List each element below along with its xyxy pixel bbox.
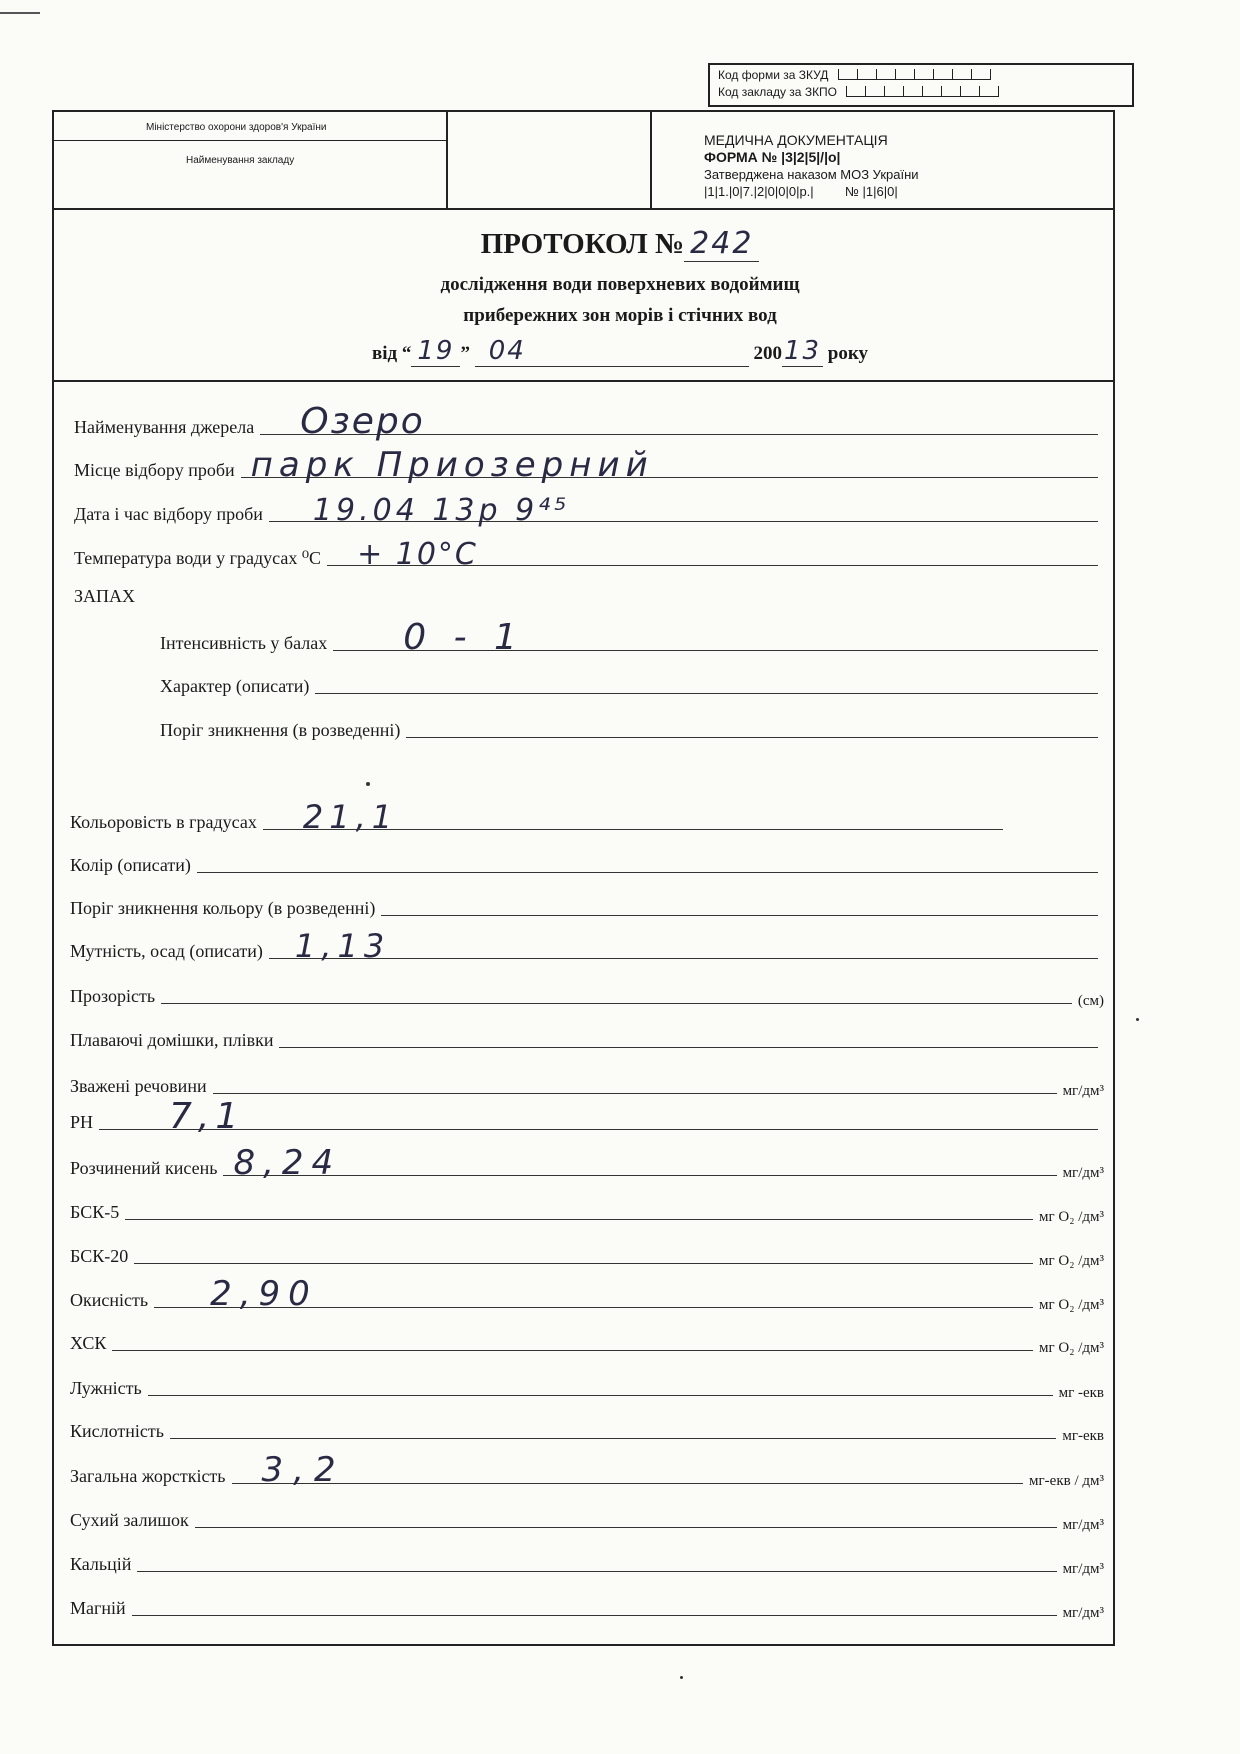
- alkalinity-label: Лужність: [70, 1378, 142, 1398]
- field-sampling-datetime: [74, 493, 1104, 528]
- oxygen-line: [223, 1143, 1056, 1183]
- date-prefix: від “: [371, 343, 412, 364]
- stray-dot-bottom: [680, 1676, 683, 1679]
- ph-line: [99, 1096, 1098, 1137]
- field-alkalinity: [70, 1370, 1104, 1402]
- field-color-degree: [70, 798, 1104, 836]
- color-degree-line: [263, 798, 1003, 836]
- date-year: 13: [783, 336, 822, 366]
- field-magnesium: [70, 1590, 1104, 1622]
- approval-text: Затверджена наказом МОЗ України: [704, 167, 919, 182]
- field-calcium: [70, 1546, 1104, 1578]
- stray-dot-right: [1136, 1018, 1139, 1021]
- protocol-title-text: ПРОТОКОЛ №: [480, 228, 685, 260]
- calcium-line: [137, 1570, 1056, 1572]
- floating-line: [279, 1046, 1098, 1048]
- ph-label: PH: [70, 1112, 94, 1132]
- water-temp-label: Температура води у градусах ⁰С: [74, 548, 322, 568]
- water-temp-line: [327, 537, 1098, 572]
- acidity-label: Кислотність: [70, 1421, 164, 1441]
- field-smell-intensity: [160, 617, 1104, 658]
- color-threshold-label: Поріг зникнення кольору (в розведенні): [70, 898, 376, 918]
- oxidability-value: 2,90: [210, 1274, 318, 1314]
- hardness-label: Загальна жорсткість: [70, 1466, 226, 1486]
- smell-character-line: [315, 692, 1098, 694]
- source-line: [260, 401, 1098, 442]
- hardness-value: 3,2: [261, 1450, 346, 1490]
- suspended-line: [213, 1092, 1057, 1094]
- field-xsk: [70, 1325, 1104, 1357]
- protocol-date: [0, 336, 1240, 367]
- zkud-label: Код форми за ЗКУД: [718, 68, 829, 82]
- protocol-title: [0, 226, 1240, 261]
- field-color-threshold: [70, 890, 1104, 922]
- date-year-prefix: 200: [753, 343, 782, 364]
- field-smell-threshold: [160, 712, 1104, 744]
- sampling-place-line: [241, 445, 1098, 485]
- turbidity-value: 1,13: [294, 927, 391, 965]
- field-source: [74, 401, 1104, 442]
- date-day: 19: [411, 336, 460, 367]
- ministry-name: Міністерство охорони здоров'я України: [146, 122, 327, 133]
- header-divider-1: [446, 110, 448, 208]
- field-acidity: [70, 1413, 1104, 1445]
- sampling-place-value: парк Приозерний: [250, 445, 654, 485]
- dry-residue-unit: мг/дм³: [1062, 1517, 1104, 1533]
- oxygen-value: 8,24: [233, 1143, 342, 1183]
- field-water-temperature: [74, 537, 1104, 572]
- acidity-unit: мг-екв: [1062, 1428, 1104, 1444]
- protocol-subtitle-1: дослідження води поверхневих водоймищ: [440, 274, 800, 295]
- field-hardness: [70, 1450, 1104, 1490]
- form-number: ФОРМА № |3|2|5|/|о|: [704, 149, 841, 165]
- smell-intensity-value: 0 - 1: [403, 617, 525, 658]
- field-oxidability: [70, 1274, 1104, 1314]
- institution-label: Найменування закладу: [186, 155, 295, 166]
- bsk20-unit: мг О₂ /дм³: [1039, 1253, 1104, 1269]
- bsk5-label: БСК-5: [70, 1202, 120, 1222]
- field-color-describe: [70, 847, 1104, 879]
- order-date: |1|1.|0|7.|2|0|0|0|р.|: [704, 184, 814, 199]
- oxidability-label: Окисність: [70, 1290, 149, 1310]
- sampling-datetime-value: 19.04 13р 9⁴⁵: [312, 493, 571, 528]
- suspended-unit: мг/дм³: [1062, 1083, 1104, 1099]
- color-describe-line: [197, 871, 1098, 873]
- hardness-line: [232, 1450, 1024, 1490]
- xsk-unit: мг О₂ /дм³: [1039, 1340, 1104, 1356]
- field-bsk20: [70, 1238, 1104, 1270]
- dry-residue-label: Сухий залишок: [70, 1510, 189, 1530]
- protocol-number: 242: [684, 226, 759, 262]
- stray-dot: [366, 782, 370, 786]
- sampling-datetime-label: Дата і час відбору проби: [74, 504, 263, 524]
- smell-threshold-label: Поріг зникнення (в розведенні): [160, 720, 401, 740]
- dry-residue-line: [195, 1526, 1057, 1528]
- transparency-label: Прозорість: [70, 986, 156, 1006]
- xsk-label: ХСК: [70, 1333, 107, 1353]
- order-number: № |1|6|0|: [844, 184, 898, 199]
- med-doc-title: МЕДИЧНА ДОКУМЕНТАЦІЯ: [704, 132, 888, 148]
- smell-character-label: Характер (описати): [160, 676, 310, 696]
- bsk20-label: БСК-20: [70, 1246, 129, 1266]
- oxidability-line: [154, 1274, 1033, 1314]
- form-codes-box: [708, 63, 1134, 107]
- bsk5-unit: мг О₂ /дм³: [1039, 1209, 1104, 1225]
- oxidability-unit: мг О₂ /дм³: [1039, 1297, 1104, 1313]
- zkpo-label: Код закладу за ЗКПО: [718, 85, 838, 99]
- magnesium-unit: мг/дм³: [1062, 1605, 1104, 1621]
- sampling-place-label: Місце відбору проби: [74, 460, 235, 480]
- zkud-cells: [838, 69, 991, 83]
- hardness-unit: мг-екв / дм³: [1029, 1473, 1104, 1489]
- color-describe-label: Колір (описати): [70, 855, 191, 875]
- floating-label: Плаваючі домішки, плівки: [70, 1030, 274, 1050]
- protocol-subtitle-2: прибережних зон морів і стічних вод: [463, 305, 777, 326]
- field-bsk5: [70, 1194, 1104, 1226]
- turbidity-line: [269, 927, 1098, 965]
- source-value: Озеро: [300, 401, 425, 442]
- zkpo-cells: [846, 86, 999, 100]
- scan-mark: [0, 12, 40, 14]
- sampling-datetime-line: [269, 493, 1098, 528]
- smell-threshold-line: [406, 736, 1098, 738]
- suspended-label: Зважені речовини: [70, 1076, 207, 1096]
- header-bottom-line: [52, 208, 1113, 210]
- magnesium-line: [132, 1614, 1057, 1616]
- date-suffix: року: [827, 343, 869, 364]
- medical-documentation-block: [704, 132, 919, 200]
- smell-intensity-label: Інтенсивність у балах: [160, 633, 328, 653]
- date-mid: ”: [460, 343, 470, 364]
- date-month: 04: [475, 336, 749, 367]
- xsk-line: [112, 1349, 1033, 1351]
- title-bottom-line: [52, 380, 1113, 382]
- field-oxygen: [70, 1143, 1104, 1183]
- ph-value: 7,1: [169, 1096, 245, 1137]
- alkalinity-unit: мг -екв: [1058, 1385, 1104, 1401]
- color-degree-label: Кольоровість в градусах: [70, 812, 257, 832]
- transparency-line: [161, 1002, 1072, 1004]
- color-degree-value: 21,1: [302, 798, 399, 836]
- transparency-unit: (см): [1077, 993, 1104, 1009]
- magnesium-label: Магній: [70, 1598, 126, 1618]
- turbidity-label: Мутність, осад (описати): [70, 941, 263, 961]
- field-transparency: [70, 978, 1104, 1010]
- ministry-underline: [52, 140, 446, 141]
- bsk20-line: [134, 1262, 1033, 1264]
- field-floating: [70, 1022, 1104, 1054]
- water-temp-value: + 10°С: [357, 537, 478, 572]
- smell-heading: ЗАПАХ: [74, 586, 136, 606]
- oxygen-unit: мг/дм³: [1062, 1165, 1104, 1181]
- header-divider-2: [650, 110, 652, 208]
- field-sampling-place: [74, 445, 1104, 485]
- calcium-unit: мг/дм³: [1062, 1561, 1104, 1577]
- color-threshold-line: [381, 914, 1098, 916]
- field-turbidity: [70, 927, 1104, 965]
- alkalinity-line: [148, 1394, 1053, 1396]
- field-smell-character: [160, 668, 1104, 700]
- smell-intensity-line: [333, 617, 1098, 658]
- field-ph: [70, 1096, 1104, 1137]
- acidity-line: [170, 1437, 1056, 1439]
- calcium-label: Кальцій: [70, 1554, 132, 1574]
- field-dry-residue: [70, 1502, 1104, 1534]
- bsk5-line: [125, 1218, 1033, 1220]
- oxygen-label: Розчинений кисень: [70, 1158, 218, 1178]
- source-label: Найменування джерела: [74, 417, 255, 437]
